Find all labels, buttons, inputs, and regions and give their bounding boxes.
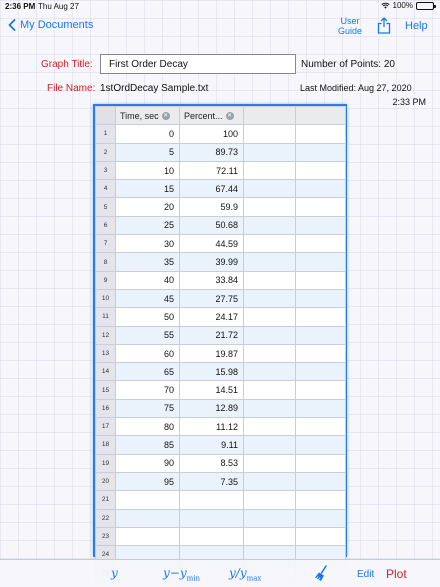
table-cell[interactable] xyxy=(296,326,346,344)
table-cell[interactable]: 44.59 xyxy=(180,235,244,253)
table-cell[interactable]: 67.44 xyxy=(180,180,244,198)
table-row xyxy=(96,271,346,289)
nav-bar xyxy=(0,14,440,42)
table-cell[interactable]: 35 xyxy=(116,253,180,271)
status-date: Thu Aug 27 xyxy=(38,2,79,11)
column-header-percent[interactable] xyxy=(180,107,244,125)
table-row xyxy=(96,436,346,454)
status-right xyxy=(381,1,434,10)
table-cell[interactable] xyxy=(244,180,296,198)
table-cell[interactable]: 9.11 xyxy=(180,436,244,454)
table-row xyxy=(96,491,346,509)
table-row xyxy=(96,363,346,381)
table-cell[interactable]: 100 xyxy=(180,125,244,143)
table-cell[interactable]: 65 xyxy=(116,363,180,381)
table-row xyxy=(96,509,346,527)
table-cell[interactable] xyxy=(296,235,346,253)
table-cell[interactable]: 30 xyxy=(116,235,180,253)
table-row xyxy=(96,125,346,143)
last-modified-time: 2:33 PM xyxy=(392,97,426,107)
header-row xyxy=(96,107,346,125)
table-cell[interactable]: 75 xyxy=(116,399,180,417)
battery-icon xyxy=(416,2,434,10)
table-row xyxy=(96,454,346,472)
table-cell[interactable]: 59.9 xyxy=(180,198,244,216)
edit-button[interactable]: Edit xyxy=(357,569,375,580)
table-cell[interactable] xyxy=(116,491,180,509)
table-cell[interactable] xyxy=(296,125,346,143)
table-cell[interactable] xyxy=(244,418,296,436)
user-guide-button[interactable] xyxy=(336,16,364,36)
table-row xyxy=(96,235,346,253)
user-guide-line2: Guide xyxy=(337,26,363,36)
table-body xyxy=(96,125,346,582)
table-cell[interactable]: 40 xyxy=(116,271,180,289)
row-number: 23 xyxy=(96,527,116,545)
y-minus-ymin-main: y−y xyxy=(163,566,187,580)
bottom-toolbar xyxy=(0,559,440,587)
table-cell[interactable]: 5 xyxy=(116,143,180,161)
help-button[interactable]: Help xyxy=(405,20,428,32)
y-over-ymax-sub: max xyxy=(246,574,262,583)
table-cell[interactable] xyxy=(296,271,346,289)
table-cell[interactable] xyxy=(244,198,296,216)
table-cell[interactable] xyxy=(244,399,296,417)
row-number: 4 xyxy=(96,180,116,198)
chevron-left-icon xyxy=(8,19,16,31)
table-cell[interactable] xyxy=(296,289,346,307)
table-row xyxy=(96,326,346,344)
row-number: 19 xyxy=(96,454,116,472)
row-number: 5 xyxy=(96,198,116,216)
table-cell[interactable] xyxy=(244,271,296,289)
table-cell[interactable] xyxy=(116,509,180,527)
row-number: 17 xyxy=(96,418,116,436)
table-cell[interactable] xyxy=(296,509,346,527)
table-cell[interactable]: 19.87 xyxy=(180,344,244,362)
column-header-time[interactable] xyxy=(116,107,180,125)
back-button[interactable] xyxy=(8,19,93,31)
row-number: 7 xyxy=(96,235,116,253)
share-icon[interactable] xyxy=(377,17,391,34)
row-number: 21 xyxy=(96,491,116,509)
row-number: 1 xyxy=(96,125,116,143)
battery-percent: 100% xyxy=(392,1,413,10)
number-of-points: Number of Points: 20 xyxy=(301,59,395,70)
table-row xyxy=(96,308,346,326)
table-cell[interactable]: 15 xyxy=(116,180,180,198)
table-row xyxy=(96,418,346,436)
table-cell[interactable]: 70 xyxy=(116,381,180,399)
clear-icon[interactable]: ✕ xyxy=(227,113,233,120)
table-cell[interactable] xyxy=(296,527,346,545)
y-button[interactable]: y xyxy=(111,566,118,580)
y-minus-ymin-sub: min xyxy=(186,574,201,583)
column-header-label: Percent... xyxy=(184,110,223,121)
table-row xyxy=(96,399,346,417)
table-cell[interactable] xyxy=(244,326,296,344)
table-cell[interactable]: 39.99 xyxy=(180,253,244,271)
table-cell[interactable]: 7.35 xyxy=(180,472,244,490)
table-cell[interactable] xyxy=(296,143,346,161)
row-number: 3 xyxy=(96,161,116,179)
row-number: 14 xyxy=(96,363,116,381)
last-modified: Last Modified: Aug 27, 2020 xyxy=(300,83,412,93)
row-number: 18 xyxy=(96,436,116,454)
table-cell[interactable] xyxy=(296,216,346,234)
table-row xyxy=(96,216,346,234)
table-cell[interactable] xyxy=(180,509,244,527)
table-cell[interactable] xyxy=(296,344,346,362)
table-cell[interactable]: 10 xyxy=(116,161,180,179)
table-cell[interactable] xyxy=(244,235,296,253)
table-cell[interactable] xyxy=(296,253,346,271)
table-cell[interactable] xyxy=(296,418,346,436)
row-number: 8 xyxy=(96,253,116,271)
table-cell[interactable]: 11.12 xyxy=(180,418,244,436)
row-number: 13 xyxy=(96,344,116,362)
clear-icon[interactable]: ✕ xyxy=(163,113,169,120)
table-cell[interactable]: 50.68 xyxy=(180,216,244,234)
table-cell[interactable] xyxy=(244,363,296,381)
table-row xyxy=(96,381,346,399)
table-cell[interactable] xyxy=(296,491,346,509)
table-cell[interactable] xyxy=(296,308,346,326)
row-number: 9 xyxy=(96,271,116,289)
row-number: 20 xyxy=(96,472,116,490)
table-cell[interactable] xyxy=(296,436,346,454)
table-cell[interactable] xyxy=(180,491,244,509)
table-cell[interactable] xyxy=(244,454,296,472)
user-guide-line1: User xyxy=(340,16,360,26)
table-cell[interactable] xyxy=(244,509,296,527)
table-cell[interactable]: 27.75 xyxy=(180,289,244,307)
table-cell[interactable]: 60 xyxy=(116,344,180,362)
table-row xyxy=(96,161,346,179)
table-cell[interactable]: 8.53 xyxy=(180,454,244,472)
table-cell[interactable] xyxy=(296,198,346,216)
table-cell[interactable] xyxy=(296,399,346,417)
table-cell[interactable]: 89.73 xyxy=(180,143,244,161)
plot-button[interactable]: Plot xyxy=(386,567,407,581)
table-row xyxy=(96,344,346,362)
table-row xyxy=(96,143,346,161)
table-cell[interactable]: 14.51 xyxy=(180,381,244,399)
back-button-label: My Documents xyxy=(20,19,94,31)
table-row xyxy=(96,180,346,198)
corner-cell xyxy=(96,107,116,125)
wifi-icon xyxy=(381,2,390,9)
y-minus-ymin-button[interactable] xyxy=(163,566,200,582)
table-row xyxy=(96,253,346,271)
table-cell[interactable] xyxy=(244,436,296,454)
table-cell[interactable]: 15.98 xyxy=(180,363,244,381)
row-number: 2 xyxy=(96,143,116,161)
table-cell[interactable] xyxy=(296,180,346,198)
data-table xyxy=(95,106,346,583)
row-number: 16 xyxy=(96,399,116,417)
table-cell[interactable]: 45 xyxy=(116,289,180,307)
table-cell[interactable]: 12.89 xyxy=(180,399,244,417)
row-number: 15 xyxy=(96,381,116,399)
file-name-label: File Name: xyxy=(47,83,96,94)
table-cell[interactable]: 33.84 xyxy=(180,271,244,289)
broom-icon[interactable] xyxy=(314,565,328,582)
table-cell[interactable]: 50 xyxy=(116,308,180,326)
graph-title-input[interactable] xyxy=(100,54,296,74)
table-cell[interactable]: 72.11 xyxy=(180,161,244,179)
row-number: 11 xyxy=(96,308,116,326)
column-header-empty[interactable] xyxy=(244,107,296,125)
status-time: 2:36 PM xyxy=(5,2,36,11)
table-row xyxy=(96,527,346,545)
table-cell[interactable] xyxy=(244,344,296,362)
table-cell[interactable]: 0 xyxy=(116,125,180,143)
graph-title-label: Graph Title: xyxy=(41,59,93,70)
row-number: 6 xyxy=(96,216,116,234)
table-cell[interactable] xyxy=(244,308,296,326)
table-cell[interactable] xyxy=(244,253,296,271)
table-cell[interactable]: 20 xyxy=(116,198,180,216)
row-number: 22 xyxy=(96,509,116,527)
table-cell[interactable] xyxy=(244,491,296,509)
y-over-ymax-main: y/y xyxy=(229,566,247,580)
table-cell[interactable]: 90 xyxy=(116,454,180,472)
table-cell[interactable] xyxy=(180,527,244,545)
table-cell[interactable] xyxy=(296,363,346,381)
column-header-empty[interactable] xyxy=(296,107,346,125)
table-cell[interactable] xyxy=(296,472,346,490)
table-cell[interactable] xyxy=(244,527,296,545)
table-cell[interactable] xyxy=(244,143,296,161)
table-cell[interactable]: 25 xyxy=(116,216,180,234)
table-cell[interactable]: 55 xyxy=(116,326,180,344)
table-cell[interactable] xyxy=(244,472,296,490)
column-header-label: Time, sec xyxy=(120,110,159,121)
data-grid xyxy=(93,104,347,557)
table-cell[interactable]: 21.72 xyxy=(180,326,244,344)
table-cell[interactable]: 95 xyxy=(116,472,180,490)
table-cell[interactable] xyxy=(244,381,296,399)
table-row xyxy=(96,198,346,216)
table-cell[interactable] xyxy=(296,161,346,179)
table-cell[interactable] xyxy=(296,381,346,399)
y-over-ymax-button[interactable] xyxy=(229,566,261,582)
table-cell[interactable] xyxy=(116,527,180,545)
table-cell[interactable] xyxy=(244,161,296,179)
row-number: 12 xyxy=(96,326,116,344)
table-cell[interactable] xyxy=(244,289,296,307)
table-cell[interactable] xyxy=(244,125,296,143)
table-cell[interactable] xyxy=(244,216,296,234)
table-cell[interactable]: 24.17 xyxy=(180,308,244,326)
row-number: 10 xyxy=(96,289,116,307)
row-number: 24 xyxy=(96,546,116,564)
table-cell[interactable]: 80 xyxy=(116,418,180,436)
file-name-value: 1stOrdDecay Sample.txt xyxy=(100,83,209,94)
table-row xyxy=(96,472,346,490)
status-bar xyxy=(0,0,440,12)
table-cell[interactable] xyxy=(296,454,346,472)
table-row xyxy=(96,289,346,307)
table-cell[interactable]: 85 xyxy=(116,436,180,454)
